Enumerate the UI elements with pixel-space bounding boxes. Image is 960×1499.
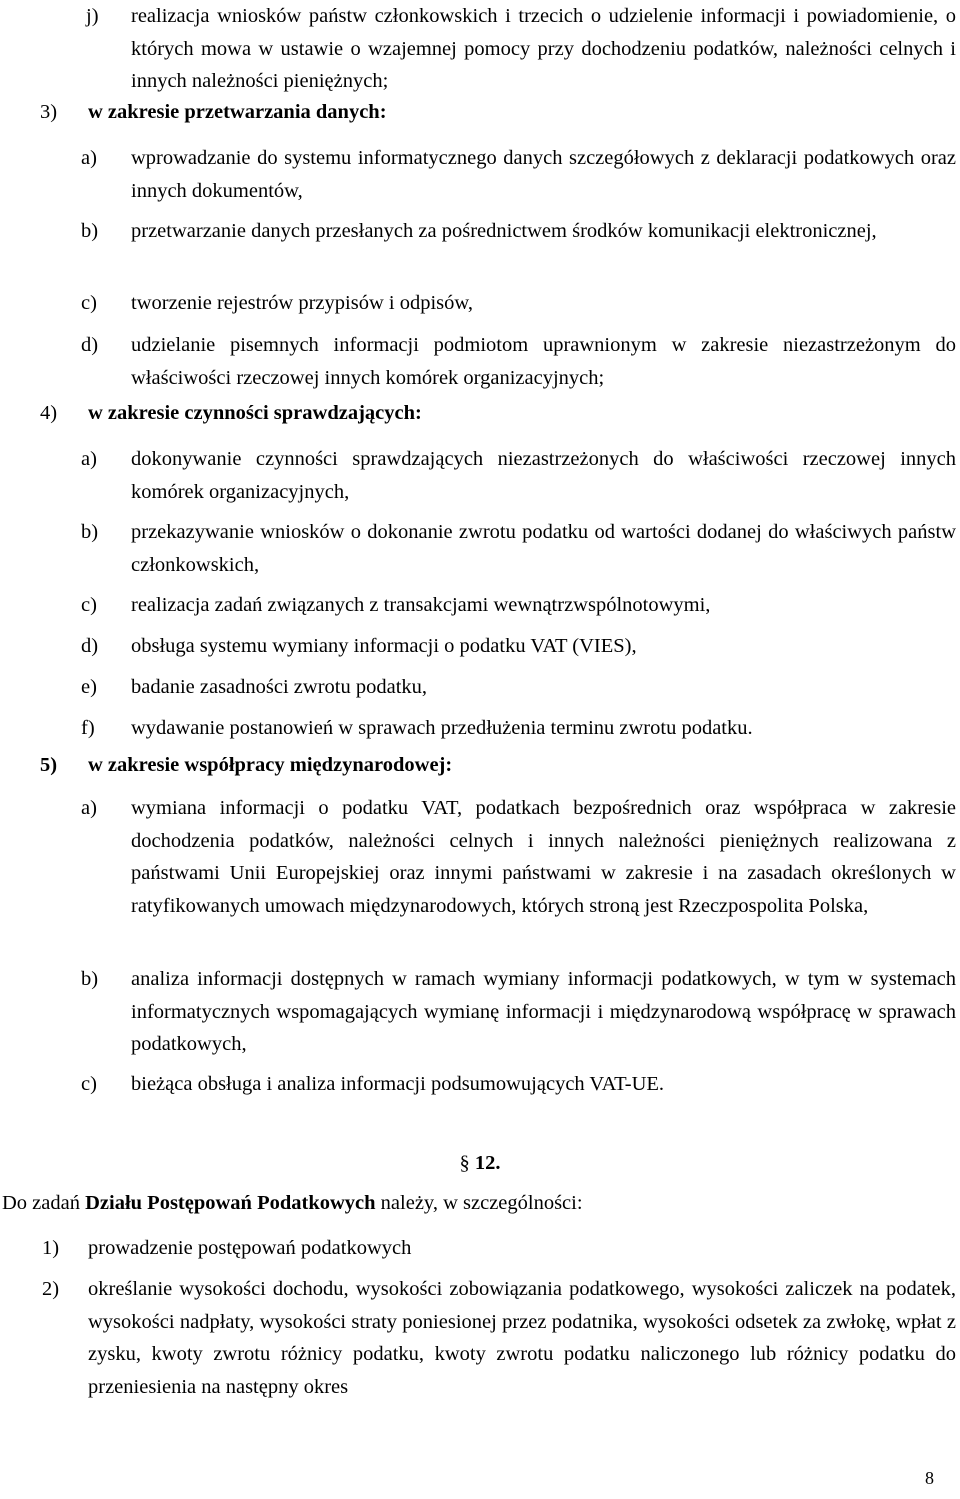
item-marker: e) (81, 676, 97, 698)
section-4-heading (40, 402, 57, 425)
item-text: wymiana informacji o podatku VAT, podatkach bezpośrednich oraz współpraca w zakresie dochodzenia podatków, należności celnych i innych należności pieniężnych realizowana z państwami Unii Europejskiej oraz innymi państwami w zakresie i na zasadach określonych w ratyfikowanych umowach międzynarodowych, których stroną jest Rzeczpospolita Polska, (131, 797, 956, 917)
paragraph-intro (2, 1192, 583, 1215)
item-marker: c) (81, 1073, 97, 1095)
section-3-title: w zakresie przetwarzania danych: (88, 101, 387, 123)
section-5-title: w zakresie współpracy międzynarodowej: (88, 754, 453, 776)
department-name: Działu Postępowań Podatkowych (85, 1192, 376, 1214)
item-marker: 2) (42, 1278, 60, 1300)
item-text: przekazywanie wniosków o dokonanie zwrotu podatku od wartości dodanej do właściwych państw członkowskich, (131, 521, 956, 576)
item-marker: b) (81, 220, 99, 242)
item-text: udzielanie pisemnych informacji podmiotom uprawnionym w zakresie niezastrzeżonym do właściwości rzeczowej innych komórek organizacyjnych; (131, 334, 956, 389)
section-marker: 3) (40, 101, 58, 123)
item-marker: a) (81, 797, 97, 819)
item-marker: c) (81, 292, 97, 314)
item-marker: a) (81, 147, 97, 169)
item-marker: b) (81, 521, 99, 543)
item-text: realizacja zadań związanych z transakcjami wewnątrzwspólnotowymi, (131, 594, 711, 616)
section-5-heading (40, 754, 57, 777)
item-marker: c) (81, 594, 97, 616)
section-marker: 4) (40, 402, 58, 424)
item-text: przetwarzanie danych przesłanych za pośrednictwem środków komunikacji elektronicznej, (131, 220, 877, 242)
item-marker: b) (81, 968, 99, 990)
item-marker: f) (81, 717, 95, 739)
item-marker: j) (86, 5, 99, 27)
paragraph-sign: § (459, 1152, 470, 1174)
intro-text-post: należy, w szczególności: (375, 1192, 583, 1214)
item-text: wydawanie postanowień w sprawach przedłużenia terminu zwrotu podatku. (131, 717, 753, 739)
item-text: realizacja wniosków państw członkowskich i trzecich o udzielenie informacji i powiadomienie, o których mowa w ustawie o wzajemnej pomocy przy dochodzeniu podatków, należności celnych i innych należności pieniężnych; (131, 5, 956, 92)
item-text: analiza informacji dostępnych w ramach wymiany informacji podatkowych, w tym w systemach informatycznych wspomagających wymianę informacji i międzynarodową współpracę w sprawach podatkowych, (131, 968, 956, 1055)
item-text: prowadzenie postępowań podatkowych (88, 1237, 412, 1259)
section-3-heading (40, 101, 57, 124)
paragraph-number-value: 12. (474, 1152, 501, 1174)
item-text: badanie zasadności zwrotu podatku, (131, 676, 428, 698)
item-text: obsługa systemu wymiany informacji o podatku VAT (VIES), (131, 635, 637, 657)
section-marker: 5) (40, 754, 58, 776)
item-text: określanie wysokości dochodu, wysokości zobowiązania podatkowego, wysokości zaliczek na podatek, wysokości nadpłaty, wysokości straty poniesionej przez podatnika, wysokości odsetek za zwłokę, wpłat z zysku, kwoty zwrotu różnicy podatku, kwoty zwrotu podatku naliczonego lub różnicy podatku do przeniesienia na następny okres (88, 1278, 956, 1398)
intro-text-pre: Do zadań (2, 1192, 86, 1214)
item-marker: d) (81, 635, 99, 657)
item-text: wprowadzanie do systemu informatycznego danych szczegółowych z deklaracji podatkowych oraz innych dokumentów, (131, 147, 956, 202)
item-text: dokonywanie czynności sprawdzających niezastrzeżonych do właściwości rzeczowej innych komórek organizacyjnych, (131, 448, 956, 503)
item-text: tworzenie rejestrów przypisów i odpisów, (131, 292, 473, 314)
section-4-title: w zakresie czynności sprawdzających: (88, 402, 422, 424)
item-text: bieżąca obsługa i analiza informacji podsumowujących VAT-UE. (131, 1073, 665, 1095)
item-marker: d) (81, 334, 99, 356)
page-number: 8 (925, 1468, 934, 1488)
paragraph-number (0, 1152, 960, 1175)
item-marker: a) (81, 448, 97, 470)
item-marker: 1) (42, 1237, 60, 1259)
